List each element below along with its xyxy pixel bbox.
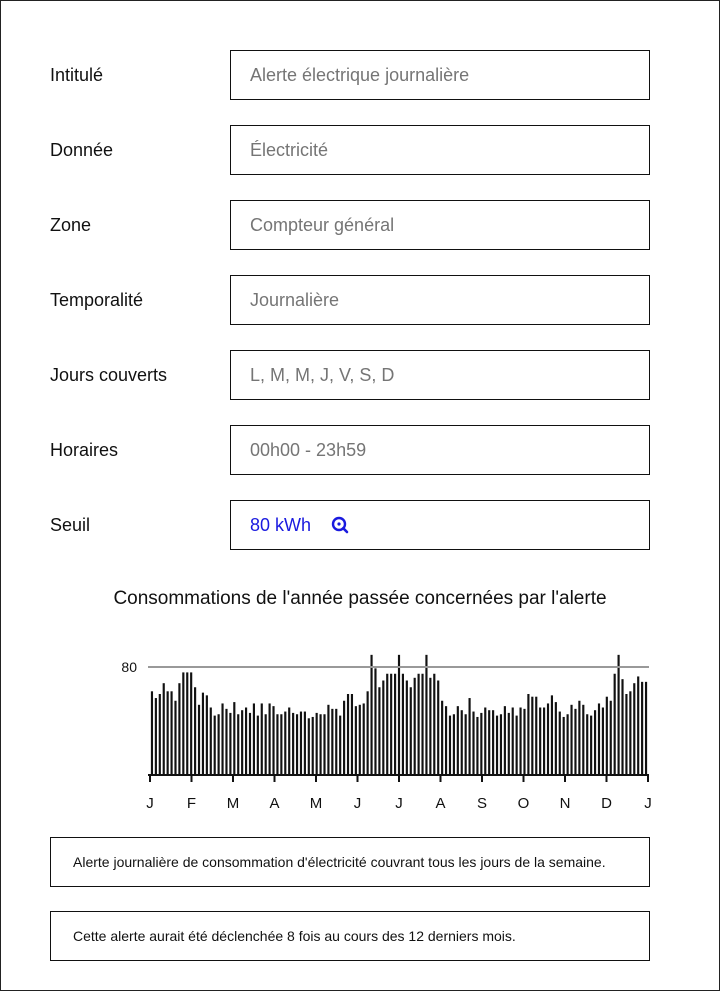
bar <box>323 714 325 775</box>
bar <box>645 682 647 775</box>
bar <box>582 705 584 775</box>
donnee-input-box[interactable] <box>230 125 650 175</box>
bar <box>543 708 545 776</box>
x-tick-label: J <box>395 795 403 812</box>
bar <box>590 716 592 775</box>
bar <box>618 655 620 775</box>
bar <box>265 714 267 775</box>
bar <box>625 694 627 775</box>
bar <box>335 709 337 775</box>
bar <box>567 714 569 775</box>
bar <box>355 706 357 775</box>
bar <box>151 691 153 775</box>
bar <box>472 712 474 775</box>
consumption-chart <box>0 630 720 820</box>
bar <box>512 708 514 776</box>
bar <box>214 716 216 775</box>
bar <box>394 674 396 775</box>
bar <box>461 710 463 775</box>
bar <box>225 709 227 775</box>
bar <box>578 701 580 775</box>
bar <box>570 705 572 775</box>
bar <box>418 674 420 775</box>
bar <box>547 703 549 775</box>
bar <box>308 718 310 775</box>
bar <box>343 701 345 775</box>
bar <box>574 709 576 775</box>
bar <box>484 708 486 776</box>
x-tick-label: F <box>186 795 197 812</box>
label-horaires: Horaires <box>50 440 119 460</box>
bar <box>174 701 176 775</box>
bar <box>276 714 278 775</box>
bar <box>504 706 506 775</box>
bar <box>331 709 333 775</box>
bar <box>425 655 427 775</box>
bar <box>465 714 467 775</box>
bar <box>339 716 341 775</box>
alert-description <box>50 837 650 887</box>
bar <box>221 703 223 775</box>
bar <box>610 701 612 775</box>
zone-input[interactable] <box>250 201 610 249</box>
label-intitule: Intitulé <box>50 65 104 85</box>
bar <box>194 687 196 775</box>
bar <box>296 714 298 775</box>
bar <box>531 697 533 775</box>
x-tick-label: J <box>644 795 652 812</box>
bar <box>586 714 588 775</box>
bar <box>535 697 537 775</box>
x-tick-label: A <box>435 795 446 812</box>
horaires-input-box[interactable] <box>230 425 650 475</box>
bar <box>178 683 180 775</box>
bar <box>469 698 471 775</box>
bar <box>280 714 282 775</box>
temporalite-input-box[interactable] <box>230 275 650 325</box>
label-donnee: Donnée <box>50 140 114 160</box>
bar <box>363 703 365 775</box>
bar <box>249 713 251 775</box>
bar <box>182 672 184 775</box>
bar <box>390 674 392 775</box>
temporalite-input[interactable] <box>250 276 610 324</box>
bar <box>641 682 643 775</box>
label-seuil: Seuil <box>50 515 91 535</box>
bar <box>327 705 329 775</box>
bar <box>163 683 165 775</box>
bar <box>480 713 482 775</box>
bar <box>233 702 235 775</box>
bar <box>347 694 349 775</box>
bar <box>492 710 494 775</box>
x-tick-label: O <box>517 795 530 812</box>
bar <box>606 697 608 775</box>
bar <box>629 691 631 775</box>
bar <box>245 708 247 776</box>
field-donnee <box>50 125 650 175</box>
label-zone: Zone <box>50 215 92 235</box>
bar <box>288 708 290 776</box>
bar <box>312 717 314 775</box>
seuil-value[interactable]: 80 kWh <box>250 515 312 535</box>
bar <box>218 714 220 775</box>
bar <box>261 703 263 775</box>
bar <box>359 705 361 775</box>
bar <box>382 681 384 776</box>
bar <box>445 706 447 775</box>
bar <box>269 703 271 775</box>
x-ticks-group <box>146 775 652 812</box>
x-tick-label: N <box>559 795 571 812</box>
bar <box>320 714 322 775</box>
bar <box>519 708 521 776</box>
bar <box>602 708 604 776</box>
bar <box>441 701 443 775</box>
bar <box>414 678 416 775</box>
bar <box>421 674 423 775</box>
zone-input-box[interactable] <box>230 200 650 250</box>
bar <box>516 716 518 775</box>
donnee-input[interactable] <box>250 126 610 174</box>
bar <box>488 710 490 775</box>
bar <box>594 710 596 775</box>
bar <box>429 678 431 775</box>
field-horaires <box>50 425 650 475</box>
horaires-input[interactable] <box>250 426 610 474</box>
bar <box>186 672 188 775</box>
bar <box>539 708 541 776</box>
bar <box>637 676 639 775</box>
bar <box>316 713 318 775</box>
bar <box>386 674 388 775</box>
bar <box>206 695 208 775</box>
bar <box>167 691 169 775</box>
bar <box>155 698 157 775</box>
x-tick-label: M <box>226 795 240 812</box>
label-jours: Jours couverts <box>50 365 168 385</box>
field-zone <box>50 200 650 250</box>
intitule-input-box[interactable] <box>230 50 650 100</box>
x-tick-label: S <box>476 795 488 812</box>
bar <box>551 695 553 775</box>
bar <box>633 683 635 775</box>
bar <box>304 712 306 775</box>
bar <box>202 693 204 775</box>
intitule-input[interactable] <box>250 51 610 99</box>
bar <box>523 709 525 775</box>
bar <box>292 713 294 775</box>
field-jours <box>50 350 650 400</box>
bar <box>500 714 502 775</box>
bar <box>410 687 412 775</box>
x-tick-label: J <box>146 795 154 812</box>
bar <box>527 694 529 775</box>
bar <box>457 706 459 775</box>
label-temporalite: Temporalité <box>50 290 144 310</box>
jours-input-box[interactable] <box>230 350 650 400</box>
x-tick-label: M <box>309 795 323 812</box>
field-seuil <box>50 500 650 550</box>
bar <box>284 712 286 775</box>
x-tick-label: D <box>601 795 612 812</box>
bar <box>614 674 616 775</box>
jours-input[interactable] <box>250 351 610 399</box>
bars-group <box>151 655 647 775</box>
bar <box>159 694 161 775</box>
bar <box>496 716 498 775</box>
bar <box>257 716 259 775</box>
bar <box>621 679 623 775</box>
bar <box>555 702 557 775</box>
chart-title: Consommations de l'année passée concernées par l'alerte <box>113 588 607 609</box>
alert-description-text: Alerte journalière de consommation d'électricité couvrant tous les jours de la semaine. <box>73 854 606 870</box>
bar <box>210 708 212 776</box>
threshold-label: 80 <box>121 659 137 675</box>
alert-summary <box>50 911 650 961</box>
bar <box>559 712 561 775</box>
bar <box>598 703 600 775</box>
bar <box>437 681 439 776</box>
bar <box>449 716 451 775</box>
bar <box>229 713 231 775</box>
bar <box>374 668 376 775</box>
bar <box>253 703 255 775</box>
bar <box>378 687 380 775</box>
bar <box>398 655 400 775</box>
bar <box>241 710 243 775</box>
bar <box>476 717 478 775</box>
bar <box>272 706 274 775</box>
bar <box>406 681 408 776</box>
bar <box>433 674 435 775</box>
seuil-input-box[interactable] <box>230 500 650 550</box>
bar <box>370 655 372 775</box>
zoom-icon[interactable] <box>331 516 349 534</box>
bar <box>351 694 353 775</box>
bar <box>300 712 302 775</box>
field-temporalite <box>50 275 650 325</box>
alert-summary-text: Cette alerte aurait été déclenchée 8 fois au cours des 12 derniers mois. <box>73 928 516 944</box>
bar <box>453 714 455 775</box>
bar <box>198 705 200 775</box>
bar <box>563 717 565 775</box>
x-tick-label: J <box>353 795 362 812</box>
bar <box>402 674 404 775</box>
x-tick-label: A <box>269 795 280 812</box>
bar <box>237 714 239 775</box>
bar <box>508 713 510 775</box>
bar <box>170 691 172 775</box>
field-intitule <box>50 50 650 100</box>
bar <box>367 691 369 775</box>
bar <box>190 672 192 775</box>
